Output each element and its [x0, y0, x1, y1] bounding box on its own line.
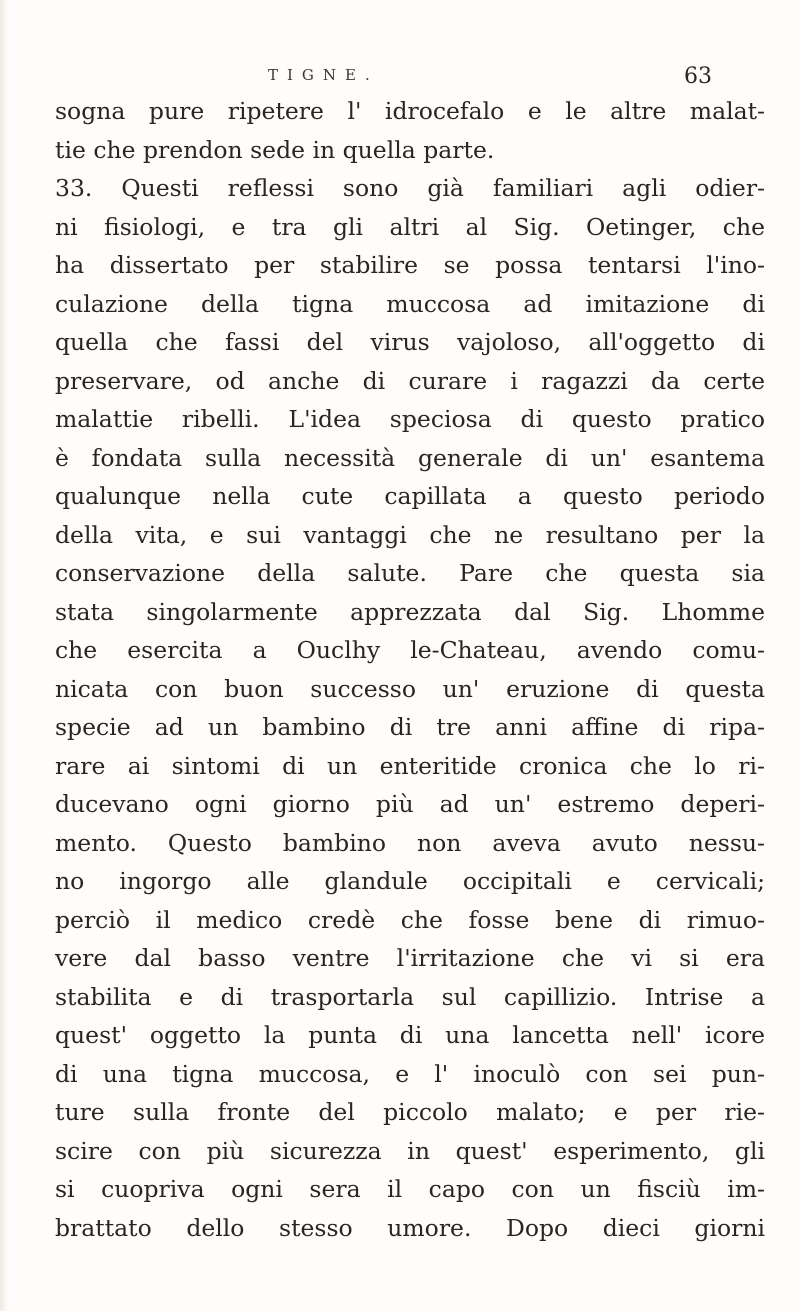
page-edge-shadow: [0, 0, 8, 1311]
text-line: della vita, e sui vantaggi che ne resultano per la: [55, 520, 765, 549]
text-line: specie ad un bambino di tre anni affine di ripa-: [55, 713, 765, 741]
text-line: brattato dello stesso umore. Dopo dieci giorni: [55, 1213, 765, 1242]
text-line: conservazione della salute. Pare che questa sia: [55, 559, 765, 587]
text-line: stabilita e di trasportarla sul capillizio. Intrise a: [55, 982, 765, 1011]
text-line: di una tigna muccosa, e l' inoculò con sei pun-: [55, 1059, 765, 1088]
text-line: tie che prendon sede in quella parte.: [55, 135, 495, 164]
text-line: stata singolarmente apprezzata dal Sig. Lhomme: [55, 597, 765, 626]
text-line: ducevano ogni giorno più ad un' estremo deperi-: [55, 790, 765, 818]
text-line: ni fisiologi, e tra gli altri al Sig. Oetinger, che: [55, 212, 765, 241]
text-line: no ingorgo alle glandule occipitali e cervicali;: [55, 867, 765, 895]
text-line: 33. Questi reflessi sono già familiari agli odier-: [55, 174, 765, 202]
text-line: qualunque nella cute capillata a questo periodo: [55, 482, 765, 510]
text-line: sogna pure ripetere l' idrocefalo e le altre malat-: [55, 97, 765, 125]
text-line: vere dal basso ventre l'irritazione che vi si era: [55, 944, 765, 972]
text-line: preservare, od anche di curare i ragazzi da certe: [55, 366, 765, 395]
text-line: culazione della tigna muccosa ad imitazione di: [55, 289, 765, 318]
text-line: che esercita a Ouclhy le-Chateau, avendo comu-: [55, 636, 765, 664]
text-line: si cuopriva ogni sera il capo con un fisciù im-: [55, 1175, 765, 1203]
text-line: perciò il medico credè che fosse bene di rimuo-: [55, 905, 765, 934]
text-line: è fondata sulla necessità generale di un' esantema: [55, 443, 765, 472]
text-line: scire con più sicurezza in quest' esperimento, gli: [55, 1136, 765, 1165]
text-line: rare ai sintomi di un enteritide cronica che lo ri-: [55, 751, 765, 780]
text-line: quella che fassi del virus vajoloso, all'oggetto di: [55, 328, 765, 356]
text-line: nicata con buon successo un' eruzione di questa: [55, 674, 765, 703]
text-line: quest' oggetto la punta di una lancetta nell' icore: [55, 1021, 765, 1049]
text-line: mento. Questo bambino non aveva avuto nessu-: [55, 828, 765, 857]
text-line: malattie ribelli. L'idea speciosa di questo pratico: [55, 405, 765, 433]
text-line: ha dissertato per stabilire se possa tentarsi l'ino-: [55, 251, 765, 279]
body-text: [55, 92, 765, 1247]
page-number: 63: [684, 64, 712, 89]
text-line: ture sulla fronte del piccolo malato; e per rie-: [55, 1098, 765, 1126]
running-head: TIGNE.: [268, 66, 379, 84]
